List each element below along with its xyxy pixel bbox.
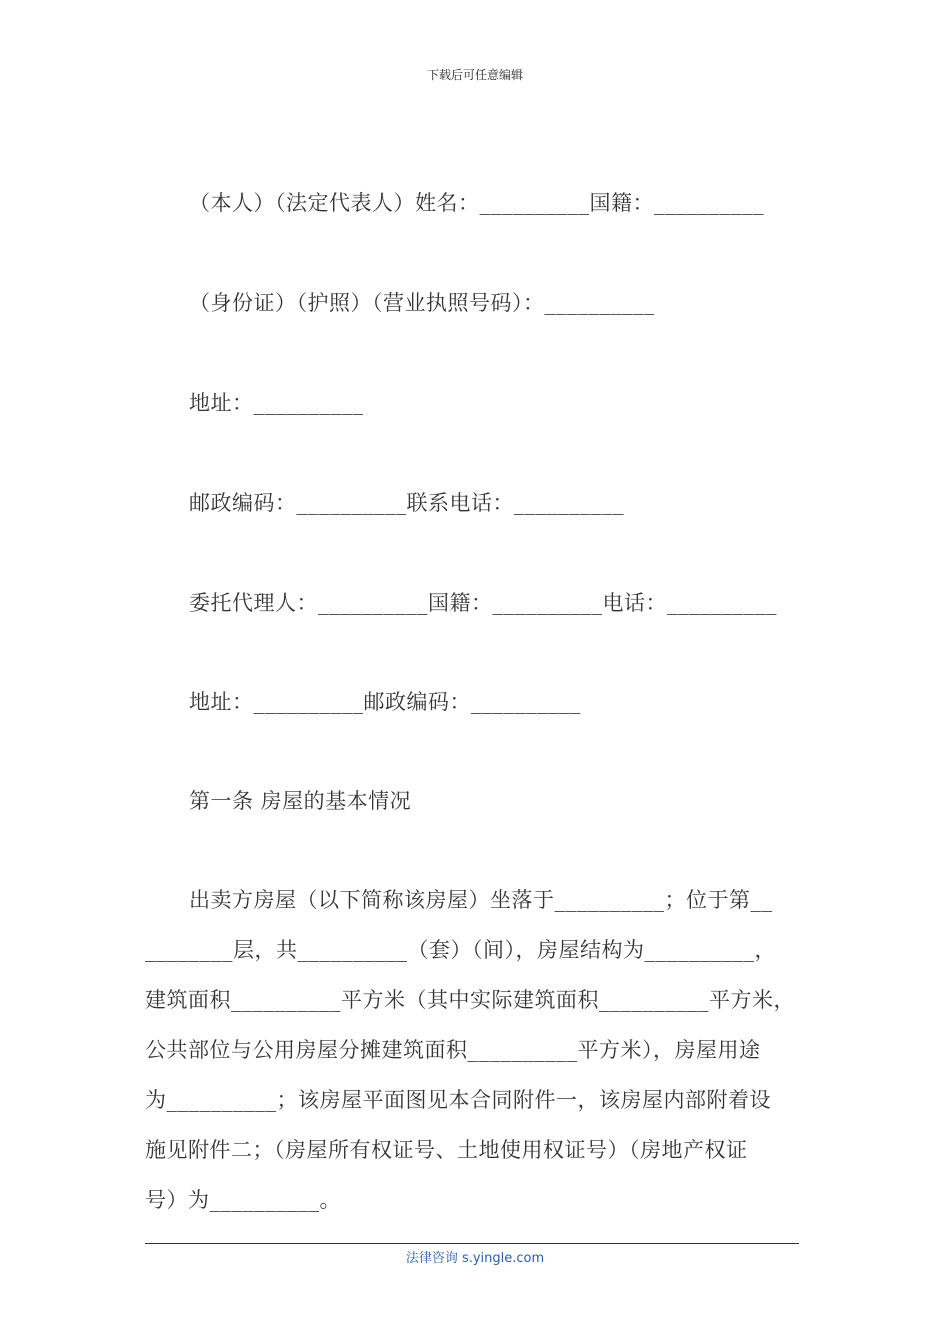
article-line: 施见附件二；（房屋所有权证号、土地使用权证号）（房地产权证: [145, 1138, 748, 1162]
article-line: 建筑面积__________平方米（其中实际建筑面积__________平方米，: [145, 988, 795, 1012]
footer-link[interactable]: 法律咨询 s.yingle.com: [405, 1251, 545, 1266]
article-line: 出卖方房屋（以下简称该房屋）坐落于__________；位于第__: [189, 888, 773, 912]
party-name-line: （本人）（法定代表人）姓名：__________国籍：__________: [189, 191, 764, 215]
page-header: 下载后可任意编辑: [426, 68, 523, 82]
footer-divider: [145, 1243, 799, 1244]
party-address-line: 地址：__________: [189, 391, 364, 415]
agent-address-line: 地址：__________邮政编码：__________: [189, 690, 581, 714]
article-line: 号）为__________。: [145, 1188, 341, 1212]
article-line: 公共部位与公用房屋分摊建筑面积__________平方米），房屋用途: [145, 1038, 761, 1062]
party-id-line: （身份证）（护照）（营业执照号码）：__________: [189, 291, 655, 315]
party-postal-phone-line: 邮政编码：__________联系电话：__________: [189, 491, 624, 515]
article-title: 第一条 房屋的基本情况: [189, 789, 412, 813]
article-line: ________层，共__________（套）（间），房屋结构为__________，: [145, 938, 776, 962]
article-line: 为__________；该房屋平面图见本合同附件一，该房屋内部附着设: [145, 1088, 771, 1112]
agent-line: 委托代理人：__________国籍：__________电话：__________: [189, 591, 777, 615]
